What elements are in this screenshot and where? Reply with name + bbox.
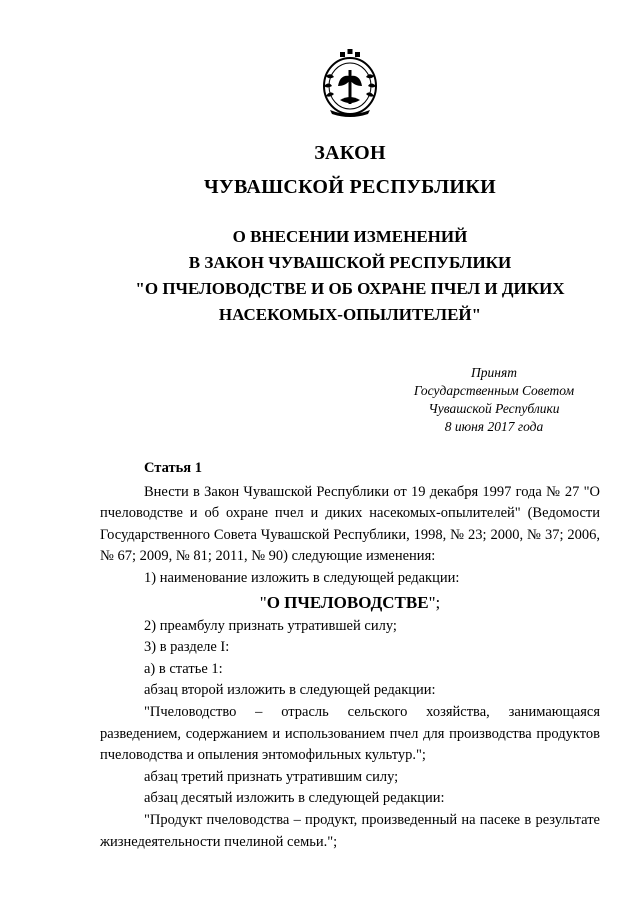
subtitle-line: О ВНЕСЕНИИ ИЗМЕНЕНИЙ bbox=[232, 227, 468, 246]
article-body bbox=[100, 458, 600, 853]
law-subtitle bbox=[0, 224, 640, 328]
list-item: абзац второй изложить в следующей редакции: bbox=[144, 682, 436, 699]
quoted-definition: "Продукт пчеловодства – продукт, произведенный на пасеке в результате жизнедеятельности пчелиной семьи."; bbox=[100, 811, 600, 850]
adoption-line: Чувашской Республики bbox=[428, 401, 560, 416]
subtitle-line: "О ПЧЕЛОВОДСТВЕ И ОБ ОХРАНЕ ПЧЕЛ И ДИКИХ bbox=[135, 279, 565, 298]
list-item: абзац десятый изложить в следующей редакции: bbox=[144, 790, 445, 807]
adoption-date: 8 июня 2017 года bbox=[444, 419, 544, 434]
list-item: 1) наименование изложить в следующей редакции: bbox=[144, 569, 460, 586]
law-title-republic: ЧУВАШСКОЙ РЕСПУБЛИКИ bbox=[204, 176, 496, 198]
adoption-note bbox=[410, 364, 578, 436]
article-heading: Статья 1 bbox=[144, 460, 202, 476]
quote-open: " bbox=[259, 592, 267, 612]
law-title: ЗАКОН bbox=[314, 142, 386, 164]
article-intro: Внести в Закон Чувашской Республики от 19 декабря 1997 года № 27 "О пчеловодстве и об охране пчел и диких насекомых-опылителей" (Ведомости Государственного Совета Чувашской Республики, 1998, № 23; 2000, № 37; 2006, № 67; 2009, № 81; 2011, № 90) следующие изменения: bbox=[100, 483, 600, 565]
list-item: 2) преамбулу признать утратившей силу; bbox=[144, 617, 397, 634]
new-name bbox=[100, 590, 600, 616]
chuvash-republic-emblem-icon bbox=[318, 46, 382, 118]
subtitle-line: В ЗАКОН ЧУВАШСКОЙ РЕСПУБЛИКИ bbox=[188, 253, 512, 272]
quoted-definition: "Пчеловодство – отрасль сельского хозяйства, занимающаяся разведением, содержанием и использованием пчел для производства продуктов пчеловодства и опыления энтомофильных культур."; bbox=[100, 703, 600, 764]
list-item: 3) в разделе I: bbox=[144, 639, 230, 656]
quote-close: "; bbox=[428, 592, 441, 612]
adoption-line: Государственным Советом bbox=[413, 383, 575, 398]
list-item: абзац третий признать утратившим силу; bbox=[144, 768, 399, 785]
adoption-line: Принят bbox=[471, 365, 517, 380]
subtitle-line: НАСЕКОМЫХ-ОПЫЛИТЕЛЕЙ" bbox=[218, 305, 482, 324]
new-name-text: О ПЧЕЛОВОДСТВЕ bbox=[266, 592, 429, 612]
list-item: а) в статье 1: bbox=[144, 660, 223, 677]
